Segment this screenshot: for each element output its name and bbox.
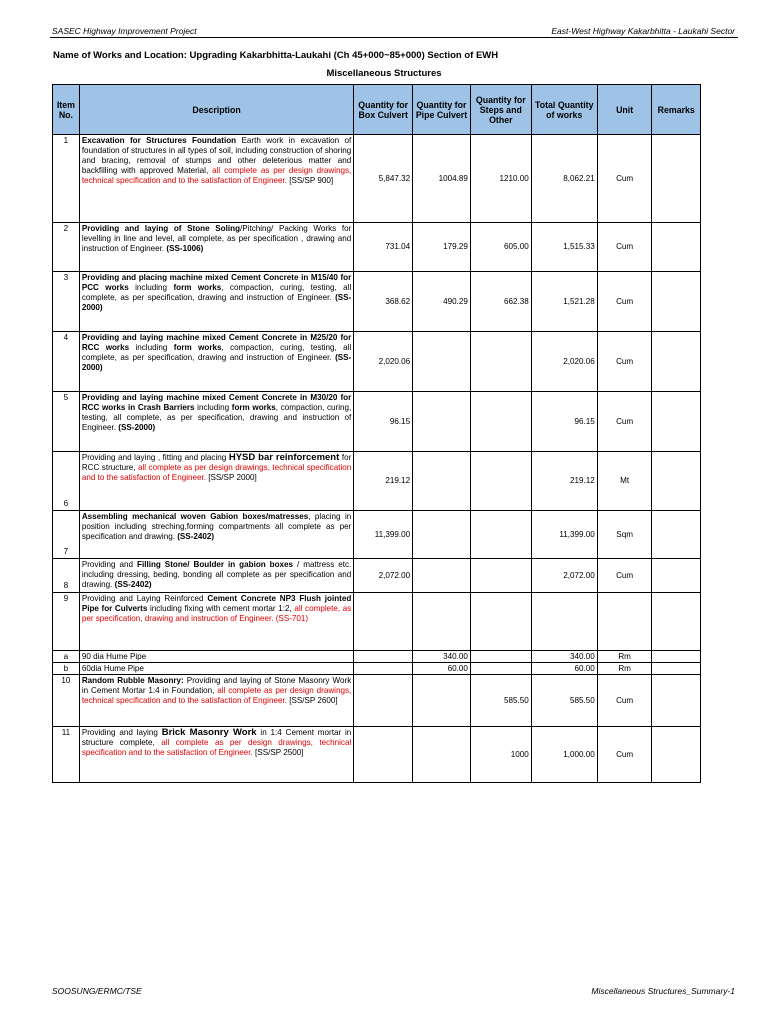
desc-text: Earth work in excavation of foundation of structures in all types of soil, including construction of shoring and bracing, removal of stumps and other deleterious matter and backfilling with approved Material, (81, 136, 352, 175)
qty-box-culvert (354, 651, 413, 663)
item-description: 90 dia Hume Pipe (79, 651, 353, 663)
works-title: Name of Works and Location: Upgrading Kakarbhitta-Laukahi (Ch 45+000~85+000) Section of EWH (53, 50, 499, 61)
item-no: 5 (53, 392, 80, 452)
table-row (53, 727, 701, 783)
desc-red: all complete as per design drawings, technical specification and to the satisfaction of Engineer. (81, 738, 352, 757)
item-no: 7 (53, 511, 80, 559)
unit: Cum (597, 675, 652, 727)
remarks (652, 223, 701, 272)
remarks (652, 511, 701, 559)
item-no: b (53, 663, 80, 675)
qty-box-culvert: 96.15 (354, 392, 413, 452)
qty-pipe-culvert (413, 559, 471, 593)
remarks (652, 392, 701, 452)
desc-ref: [SS/SP 900] (286, 176, 334, 185)
col-qty-pipe-culvert: Quantity for Pipe Culvert (413, 85, 471, 135)
desc-ref: (SS-2000) (116, 423, 156, 432)
qty-pipe-culvert (413, 727, 471, 783)
item-no: 1 (53, 135, 80, 223)
item-description (79, 593, 353, 651)
col-qty-box-culvert: Quantity for Box Culvert (354, 85, 413, 135)
desc-bold: Cement Concrete NP3 Flush jointed Pipe for Culverts (81, 594, 352, 613)
desc-ref: [SS/SP 2500] (252, 748, 304, 757)
qty-pipe-culvert: 1004.89 (413, 135, 471, 223)
desc-ref: (SS-1006) (164, 244, 204, 253)
qty-steps-other: 662.38 (470, 272, 531, 332)
table-row (53, 392, 701, 452)
qty-total: 8,062.21 (531, 135, 597, 223)
desc-text-2: , compaction, curing, testing, all complete, as per specification, drawing and instruction of Engineer. (81, 283, 352, 302)
remarks (652, 135, 701, 223)
qty-box-culvert: 368.62 (354, 272, 413, 332)
item-description (79, 272, 353, 332)
qty-total: 1,515.33 (531, 223, 597, 272)
desc-bold: HYSD bar reinforcement (228, 452, 340, 463)
table-row (53, 223, 701, 272)
desc-text-2: in 1:4 Cement mortar in structure complete, (81, 728, 352, 747)
item-no: 4 (53, 332, 80, 392)
unit: Rm (597, 651, 652, 663)
desc-bold-2: form works (173, 343, 222, 352)
item-description (79, 332, 353, 392)
item-no: 6 (53, 452, 80, 511)
desc-text-2: , compaction, curing, testing, all complete, as per specification, drawing and instruction of Engineer. (81, 403, 352, 432)
qty-steps-other (470, 559, 531, 593)
table-row (53, 663, 701, 675)
qty-pipe-culvert: 340.00 (413, 651, 471, 663)
col-remarks: Remarks (652, 85, 701, 135)
item-no: 11 (53, 727, 80, 783)
footer-company: SOOSUNG/ERMC/TSE (52, 986, 142, 996)
table-row (53, 452, 701, 511)
qty-pipe-culvert (413, 332, 471, 392)
unit: Cum (597, 332, 652, 392)
header-project: SASEC Highway Improvement Project (52, 26, 197, 36)
desc-bold: Assembling mechanical woven Gabion boxes/matresses (81, 512, 309, 521)
desc-bold: Providing and placing machine mixed Cement Concrete in M15/40 for PCC works (81, 273, 352, 292)
qty-steps-other (470, 511, 531, 559)
unit: Mt (597, 452, 652, 511)
desc-ref: [SS/SP 2600] (286, 696, 338, 705)
item-description (79, 511, 353, 559)
desc-bold: Excavation for Structures Foundation (81, 136, 237, 145)
table-row (53, 675, 701, 727)
remarks (652, 593, 701, 651)
desc-red: all complete, as per specification, drawing and instruction of Engineer. (81, 604, 352, 623)
table-header-row (53, 85, 701, 135)
section-title: Miscellaneous Structures (326, 68, 442, 79)
qty-steps-other (470, 651, 531, 663)
desc-text: including (129, 343, 174, 352)
item-description (79, 135, 353, 223)
qty-pipe-culvert: 490.29 (413, 272, 471, 332)
qty-total (531, 593, 597, 651)
qty-total: 1,000.00 (531, 727, 597, 783)
qty-total: 96.15 (531, 392, 597, 452)
qty-steps-other (470, 663, 531, 675)
desc-text: Providing and laying of Stone Masonry Work in Cement Mortar 1:4 in Foundation, (81, 676, 352, 695)
desc-ref: (SS-2000) (81, 353, 352, 372)
qty-box-culvert (354, 593, 413, 651)
remarks (652, 272, 701, 332)
qty-box-culvert (354, 675, 413, 727)
qty-steps-other (470, 392, 531, 452)
qty-box-culvert: 2,020.06 (354, 332, 413, 392)
remarks (652, 332, 701, 392)
desc-ref: (SS-701) (273, 614, 309, 623)
header-divider (50, 37, 738, 38)
qty-box-culvert (354, 663, 413, 675)
desc-red: all complete as per design drawings, technical specification and to the satisfaction of Engineer. (81, 463, 352, 482)
qty-box-culvert: 5,847.32 (354, 135, 413, 223)
col-total-quantity: Total Quantity of works (531, 85, 597, 135)
desc-bold: Random Rubble Masonry: (81, 676, 184, 685)
desc-text-2: including fixing with cement mortar 1:2, (147, 604, 292, 613)
unit: Cum (597, 727, 652, 783)
item-description (79, 223, 353, 272)
desc-text: /Pitching/ Packing Works for levelling in line and level, all complete, as per specification , drawing and instruction of Engineer. (81, 224, 352, 253)
table-row (53, 135, 701, 223)
unit: Cum (597, 272, 652, 332)
remarks (652, 452, 701, 511)
desc-text: Providing and laying , fitting and placing (81, 453, 229, 462)
remarks (652, 727, 701, 783)
qty-box-culvert: 731.04 (354, 223, 413, 272)
item-description (79, 452, 353, 511)
qty-total: 340.00 (531, 651, 597, 663)
quantities-table (52, 84, 701, 783)
desc-text: including (128, 283, 174, 292)
desc-ref: [SS/SP 2000] (206, 473, 257, 482)
desc-bold: Brick Masonry Work (161, 727, 257, 738)
remarks (652, 559, 701, 593)
table-row (53, 272, 701, 332)
desc-ref: (SS-2402) (112, 580, 152, 589)
desc-ref: (SS-2000) (81, 293, 352, 312)
item-no: 3 (53, 272, 80, 332)
qty-total: 2,072.00 (531, 559, 597, 593)
unit: Cum (597, 559, 652, 593)
desc-text: including (194, 403, 232, 412)
header-sector: East-West Highway Kakarbhitta - Laukahi Sector (551, 26, 735, 36)
table-row (53, 651, 701, 663)
qty-pipe-culvert (413, 392, 471, 452)
qty-total: 11,399.00 (531, 511, 597, 559)
desc-text: , placing in position including streching,forming compartments all complete as per specification and drawing. (81, 512, 352, 541)
item-no: a (53, 651, 80, 663)
unit: Cum (597, 135, 652, 223)
desc-ref: (SS-2402) (174, 532, 215, 541)
item-no: 9 (53, 593, 80, 651)
table-row (53, 593, 701, 651)
col-item-no: Item No. (53, 85, 80, 135)
qty-box-culvert (354, 727, 413, 783)
desc-bold: Filling Stone/ Boulder in gabion boxes (137, 560, 294, 569)
unit: Sqm (597, 511, 652, 559)
desc-text: Providing and (81, 560, 137, 569)
item-description (79, 392, 353, 452)
col-unit: Unit (597, 85, 652, 135)
item-no: 10 (53, 675, 80, 727)
desc-red: all complete as per design drawings, technical specification and to the satisfaction of Engineer. (81, 686, 352, 705)
qty-pipe-culvert (413, 452, 471, 511)
desc-bold-2: form works (231, 403, 276, 412)
footer-sheet-name: Miscellaneous Structures_Summary-1 (591, 986, 735, 996)
item-no: 2 (53, 223, 80, 272)
qty-total: 219.12 (531, 452, 597, 511)
col-qty-steps-other: Quantity for Steps and Other (470, 85, 531, 135)
qty-steps-other (470, 452, 531, 511)
table-row (53, 559, 701, 593)
desc-bold: Providing and laying machine mixed Cement Concrete in M30/20 for RCC works in Crash Barriers (81, 393, 352, 412)
qty-steps-other (470, 332, 531, 392)
qty-steps-other: 585.50 (470, 675, 531, 727)
desc-text: Providing and laying (81, 728, 162, 737)
table-row (53, 511, 701, 559)
qty-total: 60.00 (531, 663, 597, 675)
unit: Cum (597, 223, 652, 272)
remarks (652, 663, 701, 675)
item-description (79, 559, 353, 593)
qty-pipe-culvert (413, 593, 471, 651)
desc-bold: Providing and laying of Stone Soling (81, 224, 241, 233)
desc-red: all complete as per design drawings, technical specification and to the satisfaction of Engineer. (81, 166, 352, 185)
item-description (79, 675, 353, 727)
unit: Cum (597, 392, 652, 452)
desc-text-2: / mattress etc. including dressing, beding, bonding all complete as per specification and drawing. (81, 560, 352, 589)
item-description (79, 727, 353, 783)
qty-pipe-culvert: 179.29 (413, 223, 471, 272)
table-row (53, 332, 701, 392)
item-description: 60dia Hume Pipe (79, 663, 353, 675)
desc-text-2: , compaction, curing, testing, all complete, as per specification, drawing and instruction of Engineer. (81, 343, 352, 362)
desc-bold-2: form works (173, 283, 222, 292)
qty-steps-other: 605.00 (470, 223, 531, 272)
qty-steps-other: 1210.00 (470, 135, 531, 223)
qty-box-culvert: 2,072.00 (354, 559, 413, 593)
qty-pipe-culvert (413, 675, 471, 727)
qty-box-culvert: 219.12 (354, 452, 413, 511)
desc-bold: Providing and laying machine mixed Cement Concrete in M25/20 for RCC works (81, 333, 352, 352)
col-description: Description (79, 85, 353, 135)
qty-pipe-culvert: 60.00 (413, 663, 471, 675)
qty-total: 585.50 (531, 675, 597, 727)
desc-text: Providing and Laying Reinforced (81, 594, 208, 603)
item-no: 8 (53, 559, 80, 593)
qty-pipe-culvert (413, 511, 471, 559)
desc-text-2: for RCC structure, (81, 453, 352, 472)
qty-box-culvert: 11,399.00 (354, 511, 413, 559)
qty-total: 1,521.28 (531, 272, 597, 332)
unit: Rm (597, 663, 652, 675)
qty-steps-other: 1000 (470, 727, 531, 783)
remarks (652, 651, 701, 663)
remarks (652, 675, 701, 727)
qty-total: 2,020.06 (531, 332, 597, 392)
qty-steps-other (470, 593, 531, 651)
unit (597, 593, 652, 651)
